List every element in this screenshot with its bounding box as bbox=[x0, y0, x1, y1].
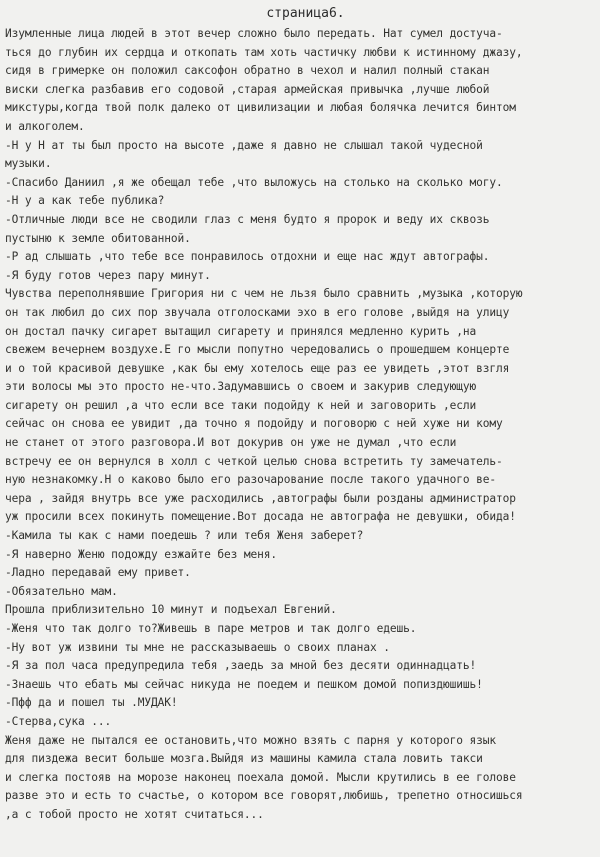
text-body bbox=[5, 25, 596, 825]
text-line: -Я буду готов через пару минут. bbox=[5, 268, 211, 282]
text-line: и о той красивой девушке ,как бы ему хотелось еще раз ее увидеть ,этот взгля bbox=[5, 361, 510, 375]
text-line: -Спасибо Даниил ,я же обещал тебе ,что выложусь на столько на сколько могу. bbox=[5, 175, 503, 189]
text-line: -Пфф да и пошел ты .МУДАК! bbox=[5, 696, 178, 710]
text-line: Женя даже не пытался ее остановить,что можно взять с парня у которого язык bbox=[5, 733, 497, 747]
text-line: и алкоголем. bbox=[5, 119, 85, 133]
text-line: не станет от этого разговора.И вот докурив он уже не думал ,что если bbox=[5, 436, 457, 450]
text-line: свежем вечернем воздухе.Е го мысли попутно чередовались о прошедшем концерте bbox=[5, 343, 510, 357]
text-line: ную незнакомку.Н о каково было его разочарование после такого удачного ве- bbox=[5, 473, 497, 487]
text-line: сидя в гримерке он положил саксофон обратно в чехол и налил полный стакан bbox=[5, 64, 490, 78]
text-line: -Н у а как тебе публика? bbox=[5, 194, 165, 208]
text-line: -Отличные люди все не сводили глаз с меня будто я пророк и веду их сквозь bbox=[5, 212, 490, 226]
text-line: -Я за пол часа предупредила тебя ,заедь за мной без десяти одиннадцать! bbox=[5, 659, 477, 673]
text-line: -Н у Н ат ты был просто на высоте ,даже я давно не слышал такой чудесной bbox=[5, 138, 483, 152]
text-line: -Р ад слышать ,что тебе все понравилось отдохни и еще нас ждут автографы. bbox=[5, 250, 490, 264]
text-line: микстуры,когда твой полк далеко от цивилизации и любая болячка лечится бинтом bbox=[5, 101, 516, 115]
text-line: -Женя что так долго то?Живешь в паре метров и так долго едешь. bbox=[5, 622, 417, 635]
text-line: он так любил до сих пор звучала отголосками эхо в его голове ,выйдя на улицу bbox=[5, 305, 510, 319]
text-line: пустыню к земле обитованной. bbox=[5, 231, 191, 245]
text-line: -Знаешь что ебать мы сейчас никуда не поедем и пешком домой попиздюшишь! bbox=[5, 677, 483, 691]
text-line: -Обязательно мам. bbox=[5, 584, 118, 598]
text-line: встречу ее он вернулся в холл с четкой целью снова встретить ту замечатель- bbox=[5, 454, 503, 468]
text-line: уж просили всех покинуть помещение.Вот досада не автографа не девушки, обида! bbox=[5, 510, 516, 524]
text-line: ,а с тобой просто не хотят считаться... bbox=[5, 807, 264, 821]
text-line: чера , зайдя внутрь все уже расходились ,автографы были розданы администратор bbox=[5, 491, 516, 505]
text-line: Изумленные лица людей в этот вечер сложно было передать. Нат сумел достуча- bbox=[5, 27, 503, 40]
text-line: -Стерва,сука ... bbox=[5, 714, 112, 728]
text-line: и слегка постояв на морозе наконец поехала домой. Мысли крутились в ее голове bbox=[5, 770, 516, 784]
text-line: -Ладно передавай ему привет. bbox=[5, 566, 191, 580]
text-line: -Я наверно Женю подожду езжайте без меня. bbox=[5, 547, 278, 561]
text-line: музыки. bbox=[5, 157, 52, 171]
page-number-header: страница6. bbox=[266, 6, 345, 21]
text-line: виски слегка разбавив его содовой ,старая армейская привычка ,лучше любой bbox=[5, 82, 490, 96]
text-line: Чувства переполнявшие Григория ни с чем не льзя было сравнить ,музыка ,которую bbox=[5, 287, 523, 301]
text-line: -Ну вот уж извини ты мне не рассказываешь о своих планах . bbox=[5, 640, 390, 654]
text-line: сигарету он решил ,а что если все таки подойду к ней и заговорить ,если bbox=[5, 398, 477, 412]
text-line: Прошла приблизительно 10 минут и подъехал Евгений. bbox=[5, 603, 337, 617]
text-line: для пиздежа весит больше мозга.Выйдя из машины камила стала ловить такси bbox=[5, 752, 483, 766]
text-line: ться до глубин их сердца и откопать там хоть частичку любви к истинному джазу, bbox=[5, 45, 523, 59]
text-line: -Камила ты как с нами поедешь ? или тебя Женя заберет? bbox=[5, 529, 364, 543]
text-line: разве это и есть то счастье, о котором все говорят,любишь, трепетно относишься bbox=[5, 789, 523, 803]
text-line: эти волосы мы это просто не-что.Задумавшись о своем и закурив следующую bbox=[5, 380, 477, 394]
text-line: он достал пачку сигарет вытащил сигарету и принялся медленно курить ,на bbox=[5, 324, 477, 338]
text-line: сейчас он снова ее увидит ,да точно я подойду и поговорю с ней хуже ни кому bbox=[5, 417, 503, 431]
